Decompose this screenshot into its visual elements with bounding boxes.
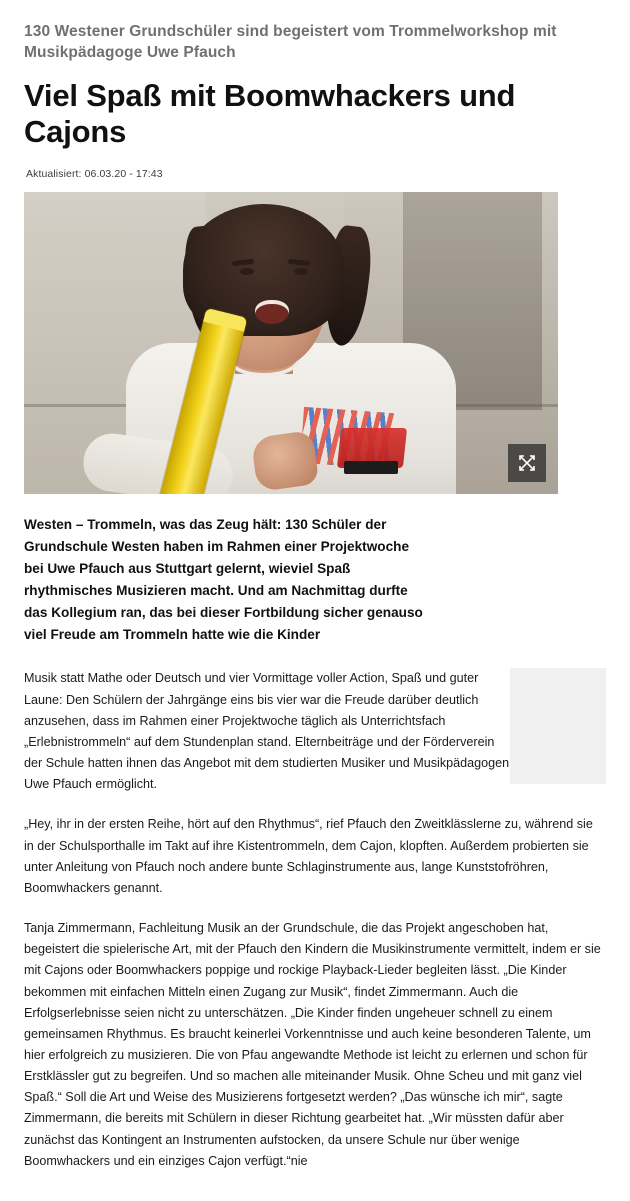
article-timestamp: Aktualisiert: 06.03.20 - 17:43 — [26, 168, 163, 181]
article-paragraph: Musik statt Mathe oder Deutsch und vier Vormittage voller Action, Spaß und guter Laune: Den Schülern der Jahrgänge eins bis vier war die Freude darüber deutlich anzusehen, dass im Rahmen einer Projektwoche täglich als Unterrichtsfach „Erlebnistrommeln“ auf dem Stundenplan stand. Elternbeiträge und der Förderverein der Schule hatten ihnen das Angebot mit dem studierten Musiker und Musikpädagogen Uwe Pfauch ermöglicht. — [24, 671, 510, 792]
photo-shirt-print-band — [344, 461, 398, 474]
article-paragraph — [24, 918, 606, 1172]
article-image — [24, 192, 558, 494]
article-paragraph-text: Tanja Zimmermann, Fachleitung Musik an der Grundschule, die das Projekt angeschoben hat, begeistert die spielerische Art, mit der Pfauch den Kindern die Musikinstrumente vermittelt, indem er sie mit Cajons oder Boomwhackers poppige und rockige Playback-Lieder begleiten lässt. „Die Kinder bekommen mit einfachen Mitteln einen Zugang zur Musik“, findet Zimmermann. Auch die Erfolgserlebnisse seien nicht zu unterschätzen. „Die Kinder finden ungeheuer schnell zu einem gemeinsamen Rhythmus. Es braucht keinerlei Vorkenntnisse und auch keine besonderen Talente, um hier erfolgreich zu musizieren. Die von Pfau angewandte Methode ist leicht zu erlernen und schon für Erstklässler gut zu begreifen. Und so machen alle miteinander Musik. Ohne Scheu und mit ganz viel Spaß.“ Soll die Art und Weise des Musizierens fortgesetzt werden? „Das wünsche ich mir“, sagte Zimmermann, die bereits mit Schülern in dieser Richtung gearbeitet hat. „Wir müssten dafür aber zunächst das Kontingent an Instrumenten aufstocken, da unsere Schule nur über wenige Boomwhackers und ein einziges Cajon verfügt.“ — [24, 921, 601, 1168]
expand-image-button[interactable] — [508, 444, 546, 482]
photo-hand — [250, 430, 319, 492]
photo-eye-right — [294, 268, 308, 275]
article-kicker: 130 Westener Grundschüler sind begeistert vom Trommelworkshop mit Musikpädagoge Uwe Pfauch — [24, 23, 557, 61]
photo-mouth — [255, 300, 289, 324]
ad-slot[interactable] — [510, 668, 606, 784]
page-title: Viel Spaß mit Boomwhackers und Cajons — [24, 77, 516, 150]
article-tail-text: nie — [290, 1153, 308, 1168]
article-body — [24, 668, 606, 1171]
article-lead: Westen – Trommeln, was das Zeug hält: 130 Schüler der Grundschule Westen haben im Rahmen einer Projektwoche bei Uwe Pfauch aus Stuttgart gelernt, wieviel Spaß rhythmisches Musizieren macht. Und am Nachmittag durfte das Kollegium ran, das bei dieser Fortbildung sicher genauso viel Freude am Trommeln hatte wie die Kinder — [24, 517, 423, 643]
photo-eye-left — [240, 268, 254, 275]
expand-icon — [518, 454, 536, 472]
article-paragraph: „Hey, ihr in der ersten Reihe, hört auf den Rhythmus“, rief Pfauch den Zweitklässlerne zu, während sie in der Schulsporthalle im Takt auf ihre Kistentrommeln, dem Cajon, klopften. Außerdem probierten sie unter Anleitung von Pfauch noch andere bunte Schlaginstrumente aus, lange Kunststofröhren, Boomwhackers genannt. — [24, 817, 593, 895]
photo-backdrop — [24, 192, 558, 494]
